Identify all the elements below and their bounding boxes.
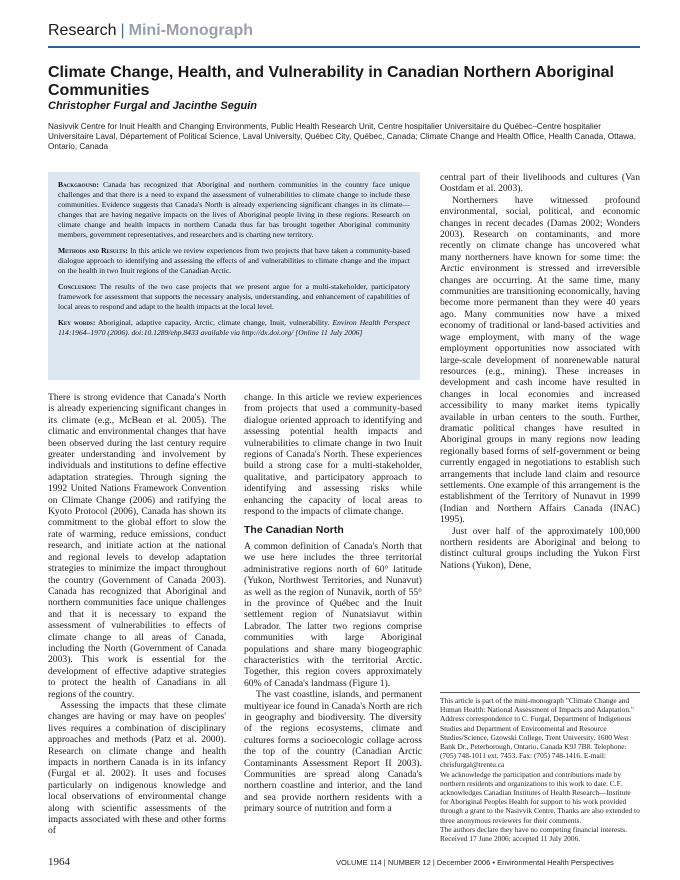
body-column-3 xyxy=(440,172,640,571)
background-text: Canada has recognized that Aboriginal and northern communities in the country face unique challenges and that there is a need to expand the assessment of vulnerabilities to climate change to include these communities. Evidence suggests that Canada's North is already experiencing significant changes in its climate—changes that are having negative impacts on the lives of Aboriginal people living in these regions. Research on climate change and health impacts in northern Canada thus far has brought together Aboriginal community members, government representatives, and researchers and is charting new territory. xyxy=(58,180,410,239)
body-paragraph: Northerners have witnessed profound environmental, social, political, and economic changes in recent decades (Damas 2002; Wonders 2003). Research on contaminants, and more recently on climate change has uncovered what many northerners have known for some time: the Arctic environment is stressed and irreversible changes are occurring. At the same time, many communities are transitioning economically, having become more permanent than they were 40 years ago. Many communities now have a mixed economy of traditional or land-based activities and wage employment, with many of the wage employment opportunities now associated with large-scale development of nonrenewable natural resources (e.g., mining). These increases in development and cash income have resulted in changes in local economies and increased accessibility to many market items typically available in urban centers to the south. Further, dramatic political changes have resulted in Aboriginal groups in many regions now leading regionally based forms of self-government or being currently engaged in negotiations to establish such arrangements that include land claim and resource settlements. One example of this arrangement is the establishment of the Territory of Nunavut in 1999 (Indian and Northern Affairs Canada (INAC) 1995). xyxy=(440,194,640,526)
section-label: Research xyxy=(48,22,117,39)
methods-text: In this article we review experiences from two projects that have taken a community-based dialogue approach to identifying and assessing the effects of and vulnerabilities to climate change and the impact on the health in two Inuit regions of the Canadian Arctic. xyxy=(58,246,410,275)
note-acknowledgment: We acknowledge the participation and contributions made by northern residents and organizations to this work to date. C.F. acknowledges Canadian Institutes of Health Research—Institute for Aboriginal Peoples Health for support to his work provided through a grant to the Nasivvik Centre. Thanks are also extended to three anonymous reviewers for their comments. xyxy=(440,769,640,825)
body-paragraph: change. In this article we review experiences from projects that used a community-based dialogue oriented approach to identifying and assessing potential health impacts and vulnerabilities to climate change in two Inuit regions of Canada's North. These experiences build a strong case for a multi-stakeholder, qualitative, and participatory approach to identifying and assessing risks while enhancing the capacity of local areas to respond to the impacts of climate change. xyxy=(244,392,422,518)
volume-info: VOLUME 114 | NUMBER 12 | December 2006 xyxy=(336,858,491,867)
conclusion-label: Conclusion: xyxy=(58,282,97,291)
article-title: Climate Change, Health, and Vulnerability in Canadian Northern Aboriginal Communities xyxy=(48,64,614,99)
section-heading: The Canadian North xyxy=(244,524,344,537)
note-interests: The authors declare they have no competing financial interests. xyxy=(440,824,627,834)
body-column-2 xyxy=(244,392,422,815)
methods-label: Methods and Results: xyxy=(58,246,128,255)
conclusion-text: The results of the two case projects that we present argue for a multi-stakeholder, participatory framework for assessment that supports the necessary analysis, understanding, and enhancement of capabilities of local areas to respond and adapt to the health impacts at the local level. xyxy=(58,282,410,311)
article-notes xyxy=(440,692,640,843)
body-paragraph: The vast coastline, islands, and permanent multiyear ice found in Canada's North are rich in geography and biodiversity. The diversity of the regions ecosystems, climate and cultures forms a socioecologic collage across the top of the country (Canadian Arctic Contaminants Assessment Report II 2003). Communities are spread along Canada's northern coastline and interior, and the land and sea provide northern residents with a primary source of nutrition and form a xyxy=(244,689,422,815)
author-affiliations: Nasivvik Centre for Inuit Health and Changing Environments, Public Health Research Unit, Centre hospitalier Universitaire du Québec–Centre hospitalier Universitaire Laval, Département of Political Science, Laval University, Québec City, Québec, Canada; Climate Change and Health Office, Health Canada, Ottawa, Ontario, Canada xyxy=(48,122,636,151)
keywords-text: Aboriginal, adaptive capacity, Arctic, climate change, Inuit, vulnerability. xyxy=(98,318,330,327)
journal-info xyxy=(336,858,614,867)
body-paragraph: Assessing the impacts that these climate changes are having or may have on peoples' lives requires a combination of disciplinary approaches and methods (Patz et al. 2000). Research on climate change and health impacts in northern Canada is in its infancy (Furgal et al. 2002). It uses and focuses particularly on indigenous knowledge and local observations of environmental change along with scientific assessments of the impacts associated with these and other forms of xyxy=(48,699,226,837)
note-received: Received 17 June 2006; accepted 11 July 2006. xyxy=(440,834,581,844)
abstract-keywords xyxy=(58,318,410,338)
header-rule xyxy=(48,46,640,48)
subsection-label: Mini-Monograph xyxy=(128,22,254,39)
page-footer xyxy=(48,858,640,872)
note-monograph: This article is part of the mini-monograph "Climate Change and Human Health: National Assessment of Impacts and Adaptation." xyxy=(440,696,634,715)
section-header xyxy=(48,22,638,44)
article-authors: Christopher Furgal and Jacinthe Seguin xyxy=(48,100,258,112)
body-paragraph: central part of their livelihoods and cultures (Van Oostdam et al. 2003). xyxy=(440,172,640,195)
note-correspondence: Address correspondence to C. Furgal, Department of Indigenous Studies and Department of Environmental and Resource Studies/Science, Gzowski College, Trent University, 1600 West Bank Dr., Peterborough, Ontario, Canada K9J 7B8. Telephone: (705) 748-1011 ext. 7453. Fax: (705) 748-1416. E-mail: chrisfurgal@trentu.ca xyxy=(440,714,631,770)
body-paragraph: A common definition of Canada's North that we use here includes the three territorial administrative regions north of 60° latitude (Yukon, Northwest Territories, and Nunavut) as well as the region of Nunavik, north of 55° in the province of Québec and the Inuit settlement region of Nunatsiavut within Labrador. The latter two regions comprise communities with large Aboriginal populations and share many biogeographic characteristics with the territorial Arctic. Together, this region covers approximately 60% of Canada's landmass (Figure 1). xyxy=(244,540,422,689)
abstract-box xyxy=(48,172,420,380)
citation-text: Environ Health Perspect 114:1964–1970 (2006). doi:10.1289/ehp.8433 available via http://dx.doi.org/ [Online 11 July 2006] xyxy=(58,318,410,337)
body-column-1 xyxy=(48,392,226,837)
abstract-conclusion xyxy=(58,282,410,312)
page-number: 1964 xyxy=(48,856,70,868)
footer-dot: • xyxy=(492,858,495,867)
keywords-label: Key words: xyxy=(58,318,96,327)
body-paragraph: There is strong evidence that Canada's North is already experiencing significant changes in its climate (e.g., McBean et al. 2005). The climatic and environmental changes that have been observed during the last century require greater understanding and involvement by individuals and institutions to define effective adaptation strategies. Through signing the 1992 United Nations Framework Convention on Climate Change (2006) and ratifying the Kyoto Protocol (2006), Canada has shown its commitment to the global effort to slow the rate of warming, reduce emissions, conduct research, and initiate action at the national and regional levels to develop adaptation strategies to minimize the impact throughout the country (Government of Canada 2003). Canada has recognized that Aboriginal and northern communities face unique challenges and that it is necessary to expand the assessment of vulnerabilities to effects of climate change to all areas of Canada, including the North (Government of Canada 2003). This work is essential for the development of effective adaptive strategies to protect the health of Canadians in all regions of the country. xyxy=(48,392,226,700)
abstract-methods xyxy=(58,246,410,276)
abstract-background xyxy=(58,180,410,240)
journal-name: Environmental Health Perspectives xyxy=(497,858,614,867)
section-separator: | xyxy=(120,22,125,39)
body-paragraph: Just over half of the approximately 100,000 northern residents are Aboriginal and belong to distinct cultural groups including the Yukon First Nations (Yukon), Dene, xyxy=(440,525,640,571)
background-label: Background: xyxy=(58,180,99,189)
